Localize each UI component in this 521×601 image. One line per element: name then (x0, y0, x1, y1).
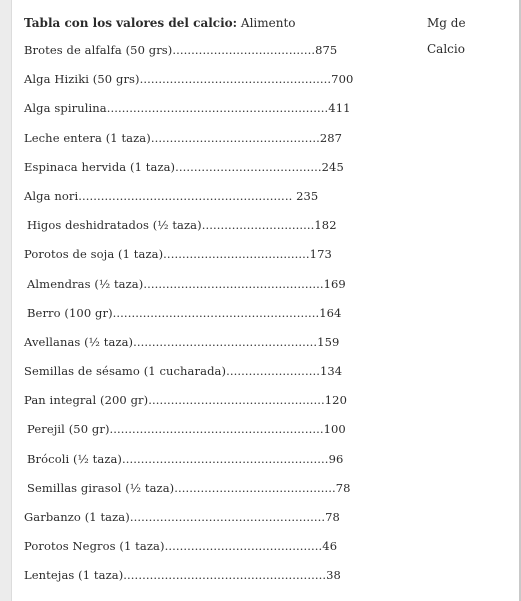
column-header-calcium: Mg de Calcio (427, 16, 466, 56)
table-row: Espinaca hervida (1 taza).......................................245 (24, 159, 344, 174)
table-row: Semillas de sésamo (1 cucharada).........................134 (24, 364, 343, 379)
calcium-table (24, 10, 504, 591)
table-row: Higos deshidratados (½ taza)..............................182 (27, 218, 337, 233)
table-row: Alga nori......................................................... 235 (24, 188, 319, 203)
table-title: Tabla con los valores del calcio: (24, 16, 238, 30)
table-row: Avellanas (½ taza).................................................159 (24, 334, 340, 349)
table-row: Alga spirulina...........................................................411 (24, 101, 351, 116)
table-row: Semillas girasol (½ taza)...........................................78 (27, 480, 351, 495)
table-row: Perejil (50 gr).........................................................100 (27, 422, 346, 437)
left-margin-bar (0, 0, 11, 601)
table-row: Leche entera (1 taza).............................................287 (24, 130, 343, 145)
table-row: Berro (100 gr).......................................................164 (27, 305, 342, 320)
table-row: Lentejas (1 taza)......................................................38 (24, 568, 341, 583)
table-row: Porotos Negros (1 taza)..........................................46 (24, 539, 338, 554)
table-row: Pan integral (200 gr)...............................................120 (24, 393, 347, 408)
left-margin-divider (11, 0, 12, 601)
table-row: Brócoli (½ taza).......................................................96 (27, 451, 344, 466)
table-row: Almendras (½ taza)................................................169 (27, 276, 346, 291)
table-row: Brotes de alfalfa (50 grs)......................................875 (24, 43, 338, 57)
table-row: Alga Hiziki (50 grs)...................................................700 (24, 72, 354, 87)
table-row: Garbanzo (1 taza)....................................................78 (24, 510, 340, 524)
column-header-food: Alimento (240, 16, 296, 30)
table-row: Porotos de soja (1 taza).......................................173 (24, 247, 332, 262)
